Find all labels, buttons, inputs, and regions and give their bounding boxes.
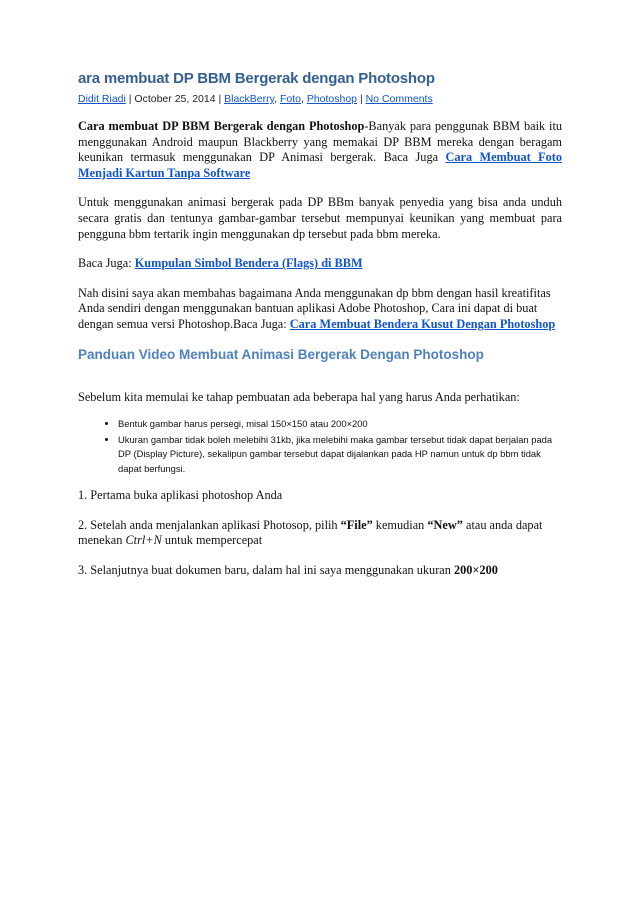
link-foto-kartun[interactable]: Cara Membuat Foto Menjadi Kartun Tanpa Software <box>78 150 562 180</box>
link-bendera-kusut[interactable]: Cara Membuat Bendera Kusut Dengan Photoshop <box>289 316 556 331</box>
list-item: • Bentuk gambar harus persegi, misal 150×150 atau 200×200 <box>118 417 562 432</box>
category-link-photoshop[interactable]: Photoshop <box>306 93 358 105</box>
paragraph-2: Untuk menggunakan animasi bergerak pada DP BBm banyak penyedia yang bisa anda unduh secara gratis dan tentunya gambar-gambar tersebut mempunyai keunikan yang membuat para pengguna bbm tertarik ingin menggunakan dp tersebut pada bbm mereka. <box>78 195 562 241</box>
meta-separator: | <box>357 93 366 105</box>
meta-separator: | <box>125 93 135 105</box>
step-2-text: atau anda dapat menekan <box>78 517 543 548</box>
requirements-list <box>78 417 562 476</box>
intro-text: -Banyak para penggunak BBM baik itu menggunakan Android maupun Blackberry yang memakai DP BBM mereka dengan beragam keunikan termasuk menggunakan DP Animasi bergerak. Baca Juga <box>78 119 563 165</box>
paragraph-3 <box>78 256 562 272</box>
article <box>78 70 562 593</box>
step-2 <box>78 518 562 549</box>
post-title: ara membuat DP BBM Bergerak dengan Photoshop <box>78 70 435 87</box>
baca-juga-label: Baca Juga: <box>78 256 135 271</box>
author-link[interactable]: Didit Riadi <box>78 93 126 105</box>
step-2-text: 2. Setelah anda menjalankan aplikasi Photosop, pilih <box>78 517 341 532</box>
file-menu-label: “File” <box>340 517 373 532</box>
post-date: October 25, 2014 <box>134 93 216 105</box>
step-2-text: kemudian <box>372 517 428 532</box>
comments-link[interactable]: No Comments <box>365 93 433 105</box>
meta-separator: | <box>215 93 225 105</box>
meta-comma: , <box>300 93 307 105</box>
section-heading: Panduan Video Membuat Animasi Bergerak Dengan Photoshop <box>78 346 484 362</box>
meta-comma: , <box>274 93 280 105</box>
step-3 <box>78 563 562 579</box>
step-2-text: untuk mempercepat <box>161 533 263 548</box>
size-value: 200×200 <box>453 562 498 577</box>
new-menu-label: “New” <box>427 517 463 532</box>
paragraph-4 <box>78 286 562 333</box>
post-meta <box>78 93 562 105</box>
intro-bold-lead: Cara membuat DP BBM Bergerak dengan Photoshop <box>78 119 365 133</box>
link-simbol-bendera[interactable]: Kumpulan Simbol Bendera (Flags) di BBM <box>134 256 363 271</box>
category-link-foto[interactable]: Foto <box>279 93 301 105</box>
paragraph-5: Sebelum kita memulai ke tahap pembuatan ada beberapa hal yang harus Anda perhatikan: <box>78 389 520 404</box>
list-item: • Ukuran gambar tidak boleh melebihi 31kb, jika melebihi maka gambar tersebut tidak dapat berjalan pada DP (Display Picture), sekalipun gambar tersebut dapat dijalankan pada HP namun untuk dp bbm tidak dapat berfungsi. <box>118 433 562 477</box>
step-1: 1. Pertama buka aplikasi photoshop Anda <box>78 488 283 503</box>
intro-paragraph <box>78 119 562 181</box>
shortcut-label: Ctrl+N <box>125 533 162 548</box>
category-link-blackberry[interactable]: BlackBerry <box>224 93 275 105</box>
step-3-text: 3. Selanjutnya buat dokumen baru, dalam hal ini saya menggunakan ukuran <box>78 562 454 577</box>
paragraph-4-text: Nah disini saya akan membahas bagaimana Anda menggunakan dp bbm dengan hasil kreatifitas Anda sendiri dengan menggunakan bantuan aplikasi Adobe Photoshop, Cara ini dapat di buat dengan semua versi Photoshop.Baca Juga: <box>78 285 551 331</box>
